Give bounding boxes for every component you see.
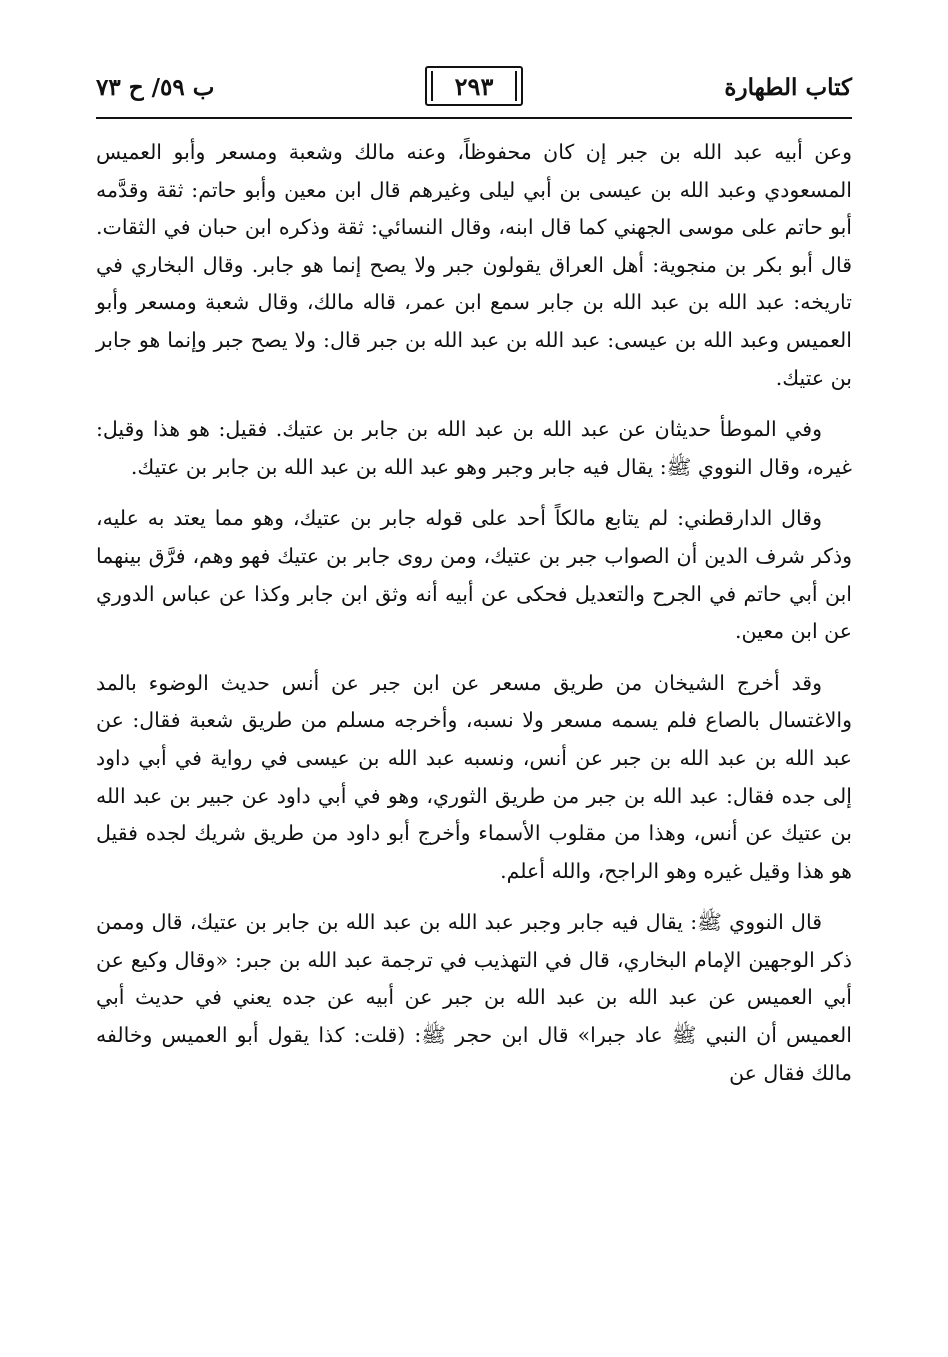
page-header [96, 62, 852, 116]
paragraph: وعن أبيه عبد الله بن جبر إن كان محفوظاً، وعنه مالك وشعبة ومسعر وأبو العميس المسعودي وعبد الله بن عيسى بن أبي ليلى وغيرهم قال ابن معين وأبو حاتم: ثقة وقدَّمه أبو حاتم على موسى الجهني كما قال ابنه، وقال النسائي: ثقة وذكره ابن حبان في الثقات. قال أبو بكر بن منجوية: أهل العراق يقولون جبر ولا يصح إنما هو جابر. وقال البخاري في تاريخه: عبد الله بن عبد الله بن جابر سمع ابن عمر، قاله مالك، وقال شعبة ومسعر وأبو العميس وعبد الله بن عيسى: عبد الله بن عبد الله بن جبر قال: ولا يصح جبر وإنما هو جابر بن عتيك. [96, 140, 852, 390]
paragraph: وقد أخرج الشيخان من طريق مسعر عن ابن جبر عن أنس حديث الوضوء بالمد والاغتسال بالصاع فلم يسمه مسعر ولا نسبه، وأخرجه مسلم من طريق شعبة فقال: عن عبد الله بن عبد الله بن جبر عن أنس، ونسبه عبد الله بن عيسى في رواية في أبي داود إلى جده فقال: عبد الله بن جبر من طريق الثوري، وهو في أبي داود عن جبير بن عبد الله بن عتيك عن أنس، وهذا من مقلوب الأسماء وأخرج أبو داود من طريق شريك لجده فقيل هو هذا وقيل غيره وهو الراجح، والله أعلم. [96, 670, 852, 883]
book-title: كتاب الطهارة [724, 74, 852, 101]
body-text [96, 134, 852, 1106]
paragraph: قال النووي ﷺ: يقال فيه جابر وجبر عبد الله بن عبد الله بن جابر بن عتيك، قال وممن ذكر الوجهين الإمام البخاري، قال في التهذيب في ترجمة عبد الله بن جبر: «وقال وكيع عن أبي العميس عن عبد الله بن عبد الله بن جبر عن أبيه عن جده يعني في حديث أبي العميس أن النبي ﷺ عاد جبرا» قال ابن حجر ﷺ: (قلت: كذا يقول أبو العميس وخالفه مالك فقال عن [96, 910, 852, 1085]
header-divider [96, 117, 852, 119]
page-number-frame [425, 66, 523, 106]
paragraph: وفي الموطأ حديثان عن عبد الله بن عبد الله بن جابر بن عتيك. فقيل: هو هذا وقيل: غيره، وقال النووي ﷺ: يقال فيه جابر وجبر وهو عبد الله بن عبد الله بن جابر بن عتيك. [96, 417, 852, 479]
paragraph: وقال الدارقطني: لم يتابع مالكاً أحد على قوله جابر بن عتيك، وهو مما يعتد به عليه، وذكر شرف الدين أن الصواب جبر بن عتيك، ومن روى جابر بن عتيك فهو وهم، فرَّق بينهما ابن أبي حاتم في الجرح والتعديل فحكى عن أبيه أنه وثق ابن جابر وكذا عن عباس الدوري عن ابن معين. [96, 506, 852, 644]
page-number: ٢٩٣ [454, 71, 494, 101]
chapter-reference: ب ٥٩/ ح ٧٣ [96, 74, 215, 101]
